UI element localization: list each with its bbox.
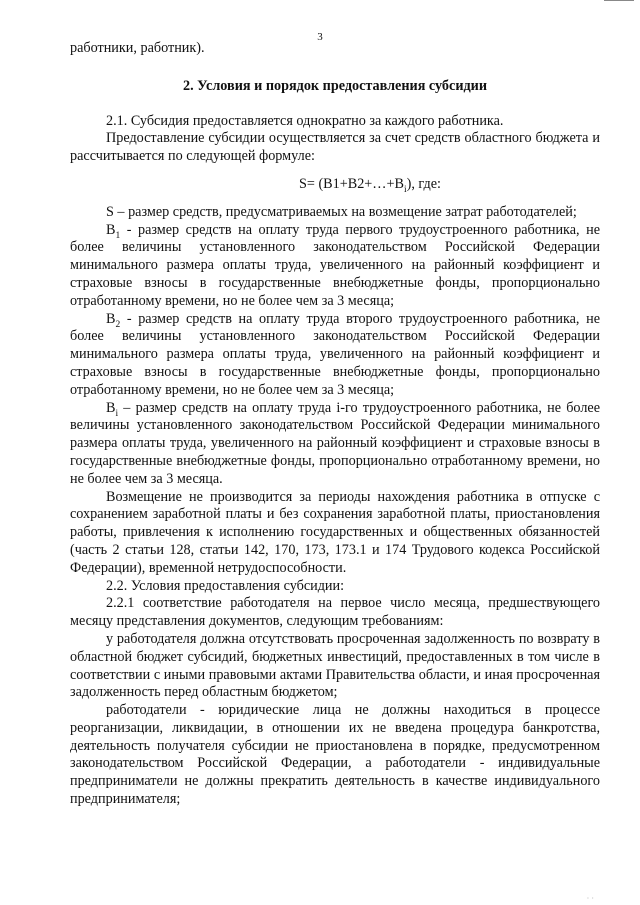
- formula-start: S= (В1+В2+…+В: [299, 175, 404, 192]
- definition-text: - размер средств на оплату труда первого трудоустроенного работника, не более величины установленного законодательством Российской Федерации минимального размера оплаты труда, увеличенного на районный коэффициент и страховые взносы в государственные внебюджетные фонды, пропорционально отработанному времени, но не более чем за 3 месяца;: [70, 221, 600, 309]
- paragraph-employers: работодатели - юридические лица не должны находиться в процессе реорганизации, ликвидации, в отношении их не введена процедура банкротства, деятельность получателя субсидии не приостановлена в порядке, предусмотренном законодательством Российской Федерации, а работодатели - индивидуальные предприниматели не должны прекратить деятельность в качестве индивидуального предпринимателя;: [70, 702, 600, 808]
- definition-b1: [70, 222, 600, 311]
- definition-b2: [70, 311, 600, 400]
- subscript: 2: [115, 319, 121, 330]
- paragraph-reimbursement: Возмещение не производится за периоды нахождения работника в отпуске с сохранением заработной платы и без сохранения заработной платы, приостановления работы, привлечения к исполнению государственных и общественных обязанностей (часть 2 статьи 128, статьи 142, 170, 173, 173.1 и 174 Трудового кодекса Российской Федерации), временной нетрудоспособности.: [70, 488, 600, 576]
- paragraph-2-2-1: 2.2.1 соответствие работодателя на первое число месяца, предшествующего месяцу представления документов, следующим требованиям:: [70, 595, 600, 630]
- scan-edge-mark: [604, 0, 634, 5]
- symbol-b: В: [106, 399, 116, 416]
- symbol-b: В: [106, 310, 116, 327]
- subscript: 1: [115, 230, 121, 241]
- formula-end: ), где:: [406, 175, 441, 192]
- subscript: i: [115, 408, 119, 419]
- paragraph-debt: у работодателя должна отсутствовать просроченная задолженность по возврату в областной бюджет субсидий, бюджетных инвестиций, предоставленных в том числе в соответствии с иными правовыми актами Правительства области, и иная просроченная задолженность перед областным бюджетом;: [70, 630, 600, 701]
- scan-artifact-mark: · ·: [586, 894, 594, 903]
- page-number: 3: [317, 31, 323, 43]
- definition-text: – размер средств на оплату труда i-го трудоустроенного работника, не более величины установленного законодательством Российской Федерации минимального размера оплаты труда, увеличенного на районный коэффициент и страховые взносы в государственные внебюджетные фонды, пропорционально отработанному времени, но не более чем за 3 месяца.: [70, 399, 600, 487]
- paragraph-2-1: 2.1. Субсидия предоставляется однократно за каждого работника.: [106, 112, 504, 129]
- continuation-text: работники, работник).: [70, 40, 205, 56]
- definition-text: - размер средств на оплату труда второго трудоустроенного работника, не более величины установленного законодательством Российской Федерации минимального размера оплаты труда, увеличенного на районный коэффициент и страховые взносы в государственные внебюджетные фонды, пропорционально отработанному времени, но не более чем за 3 месяца;: [70, 310, 600, 398]
- document-body: [70, 40, 600, 809]
- definition-bi: [70, 400, 600, 489]
- symbol-b: В: [106, 221, 116, 238]
- section-title: 2. Условия и порядок предоставления субсидии: [182, 77, 488, 94]
- formula: [70, 176, 600, 194]
- formula-subscript: i: [403, 184, 407, 195]
- paragraph-2-2: 2.2. Условия предоставления субсидии:: [106, 577, 345, 594]
- definition-s: S – размер средств, предусматриваемых на возмещение затрат работодателей;: [106, 203, 577, 220]
- paragraph-provision: Предоставление субсидии осуществляется за счет средств областного бюджета и рассчитывается по следующей формуле:: [70, 130, 600, 165]
